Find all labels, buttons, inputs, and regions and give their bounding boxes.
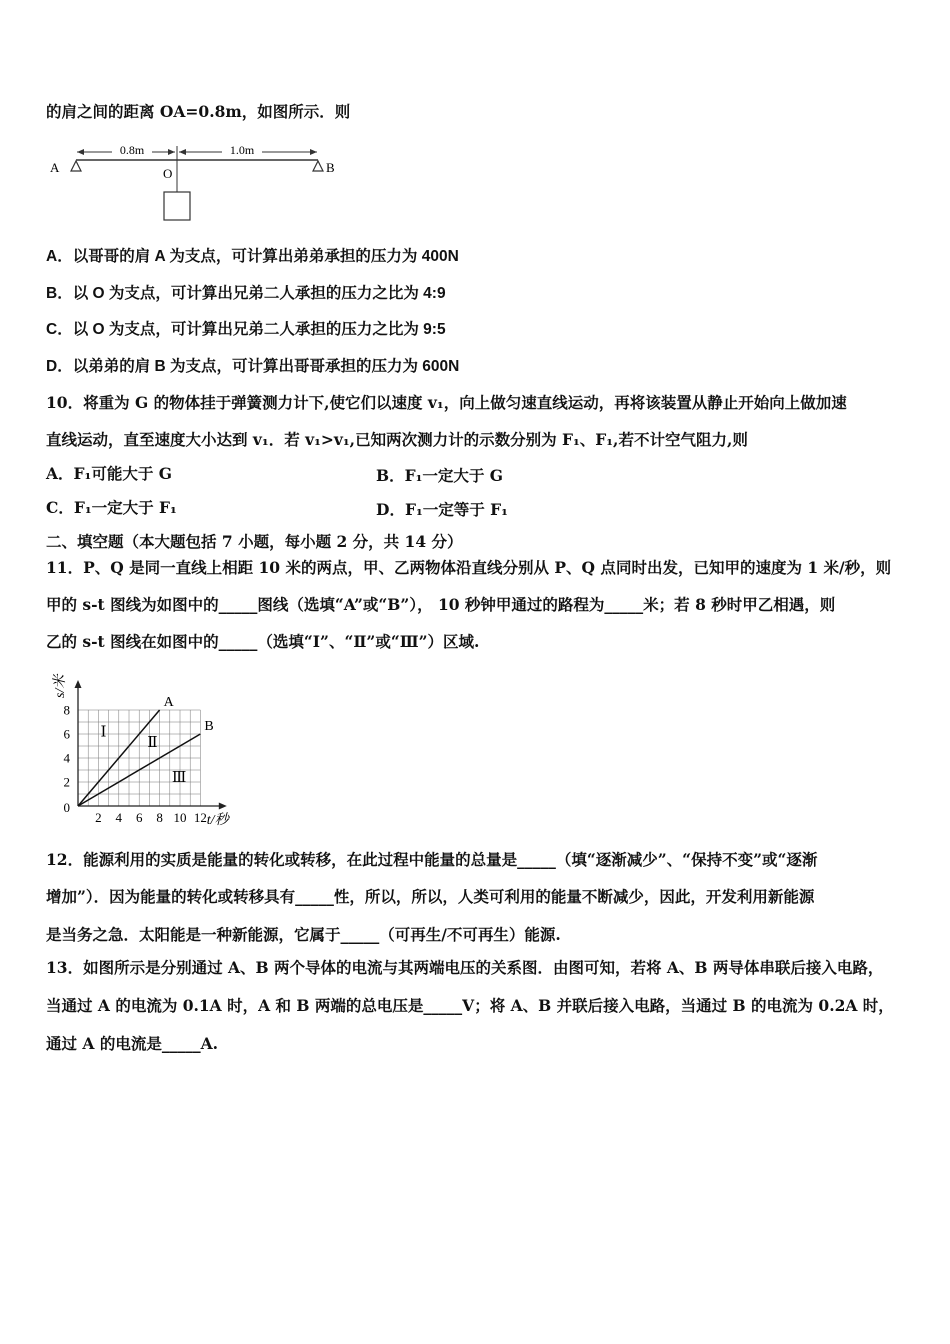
x-tick-label: 2: [95, 810, 102, 825]
series-label-a: A: [163, 695, 174, 710]
y-tick-label: 2: [63, 774, 70, 790]
y-axis-title: s/米: [53, 674, 68, 698]
region-label: Ⅲ: [171, 770, 187, 786]
label-a: A: [50, 160, 60, 175]
q11-line1: 11．P、Q 是同一直线上相距 10 米的两点，甲、乙两物体沿直线分别从 P、Q 点同时出发，已知甲的速度为 1 米/秒，则: [46, 558, 892, 577]
series-label-b: B: [204, 719, 214, 734]
y-tick-label: 4: [63, 750, 70, 766]
q9-option-a: A．以哥哥的肩 A 为支点，可计算出弟弟承担的压力为 400N: [46, 248, 459, 265]
pivot-a-icon: [71, 161, 81, 171]
q10-option-d: D．F₁一定等于 F₁: [376, 500, 508, 519]
q10-line2: 直线运动，直至速度大小达到 v₁．若 v₁>v₁,已知两次测力计的示数分别为 F₁、F₁,若不计空气阻力,则: [46, 430, 748, 449]
x-tick-label: 12: [193, 810, 207, 825]
q9-option-c: C．以 O 为支点，可计算出兄弟二人承担的压力之比为 9:5: [46, 321, 446, 338]
x-axis-arrow-icon: [219, 803, 227, 810]
q11-line2: 甲的 s-t 图线为如图中的_____图线（选填“A”或“B”）， 10 秒钟甲通过的路程为_____米；若 8 秒时甲乙相遇，则: [46, 595, 836, 614]
q11-line3: 乙的 s-t 图线在如图中的_____（选填“Ⅰ”、“Ⅱ”或“Ⅲ”）区域.: [46, 632, 480, 651]
q13-line2: 当通过 A 的电流为 0.1A 时，A 和 B 两端的总电压是_____V；将 A、B 并联后接入电路，当通过 B 的电流为 0.2A 时，: [46, 996, 894, 1015]
origin-label: 0: [63, 800, 70, 815]
q9-option-d: D．以弟弟的肩 B 为支点，可计算出哥哥承担的压力为 600N: [46, 358, 460, 375]
x-tick-label: 10: [173, 810, 187, 825]
st-chart: [44, 664, 274, 834]
y-tick-label: 6: [63, 726, 70, 742]
q9-option-b: B．以 O 为支点，可计算出兄弟二人承担的压力之比为 4:9: [46, 285, 446, 302]
q10-option-b: B．F₁一定大于 G: [376, 466, 504, 485]
pivot-b-icon: [313, 161, 323, 171]
lever-figure: [44, 140, 354, 226]
q13-line3: 通过 A 的电流是_____A.: [46, 1034, 218, 1053]
weight-block: [164, 192, 190, 220]
chart-grid: [78, 710, 200, 806]
y-axis-arrow-icon: [75, 680, 82, 688]
q12-line1: 12．能源利用的实质是能量的转化或转移，在此过程中能量的总量是_____（填“逐渐减少”、“保持不变”或“逐渐: [46, 850, 818, 869]
q13-line1: 13．如图所示是分别通过 A、B 两个导体的电流与其两端电压的关系图．由图可知，若将 A、B 两导体串联后接入电路，: [46, 958, 884, 977]
section2-heading: 二、填空题（本大题包括 7 小题，每小题 2 分，共 14 分）: [46, 532, 463, 551]
y-tick-label: 8: [63, 702, 70, 718]
x-tick-label: 4: [115, 810, 123, 825]
q12-line3: 是当务之急．太阳能是一种新能源，它属于_____（可再生/不可再生）能源.: [46, 925, 561, 944]
region-label: Ⅱ: [147, 735, 158, 752]
dim-oa-label: 0.8m: [119, 143, 145, 157]
q10-option-a: A．F₁可能大于 G: [46, 464, 172, 483]
x-tick-label: 6: [135, 810, 143, 825]
x-tick-label: 8: [156, 810, 163, 825]
dim-ob-label: 1.0m: [229, 143, 255, 157]
label-o: O: [163, 166, 173, 181]
q12-line2: 增加”）．因为能量的转化或转移具有_____性，所以，所以，人类可利用的能量不断减少，因此，开发利用新能源: [46, 887, 815, 906]
x-axis-title: t/秒: [206, 813, 229, 828]
q10-line1: 10．将重为 G 的物体挂于弹簧测力计下,使它们以速度 v₁，向上做匀速直线运动，再将该装置从静止开始向上做加速: [46, 393, 847, 412]
intro-line: 的肩之间的距离 OA=0.8m，如图所示．则: [46, 102, 351, 121]
label-b: B: [326, 160, 335, 175]
region-label: Ⅰ: [100, 724, 107, 741]
q10-option-c: C．F₁一定大于 F₁: [46, 498, 177, 517]
